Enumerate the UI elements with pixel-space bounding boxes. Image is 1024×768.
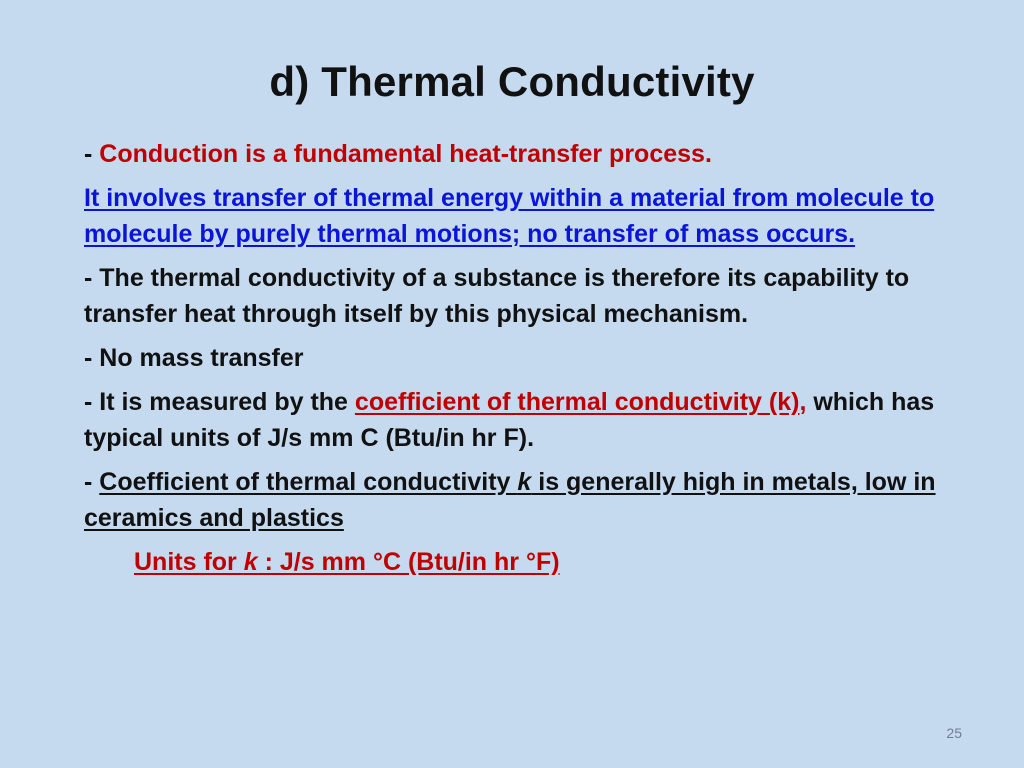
- coefficient-term: coefficient of thermal conductivity (k): [354, 388, 800, 416]
- comparison-prefix: -: [84, 468, 100, 496]
- comparison-text-1: Coefficient of thermal conductivity: [99, 468, 518, 496]
- units-line: [84, 544, 959, 580]
- comparison-k: k: [517, 468, 532, 496]
- capability-text: - The thermal conductivity of a substance is therefore its capability to transfer heat through itself by this physical mechanism.: [84, 264, 910, 328]
- units-k: k: [243, 548, 258, 576]
- page-number: 25: [946, 725, 962, 741]
- no-mass-transfer-text: - No mass transfer: [84, 344, 304, 372]
- slide-content: [84, 136, 959, 588]
- units-prefix: Units for: [134, 548, 244, 576]
- bullet-prefix: -: [84, 140, 100, 168]
- bullet-material-comparison: [84, 464, 959, 536]
- bullet-measurement: [84, 384, 959, 456]
- slide-title: d) Thermal Conductivity: [269, 58, 755, 105]
- conduction-definition: Conduction is a fundamental heat-transfer process.: [99, 140, 712, 168]
- bullet-thermal-conductivity-capability: [84, 260, 959, 332]
- measurement-suffix: which has typical units of J/s mm C (Btu/in hr F).: [84, 388, 935, 452]
- coefficient-comma: ,: [799, 388, 807, 416]
- units-values: : J/s mm °C (Btu/in hr °F): [257, 548, 560, 576]
- measurement-prefix: - It is measured by the: [84, 388, 355, 416]
- bullet-conduction: [84, 136, 959, 172]
- energy-transfer-link[interactable]: It involves transfer of thermal energy within a material from molecule to molecule by purely thermal motions; no transfer of mass occurs.: [84, 184, 935, 248]
- comparison-text-2: is generally high in metals, low in ceramics and plastics: [84, 468, 936, 532]
- bullet-no-mass-transfer: [84, 340, 959, 376]
- bullet-energy-transfer: [84, 180, 959, 252]
